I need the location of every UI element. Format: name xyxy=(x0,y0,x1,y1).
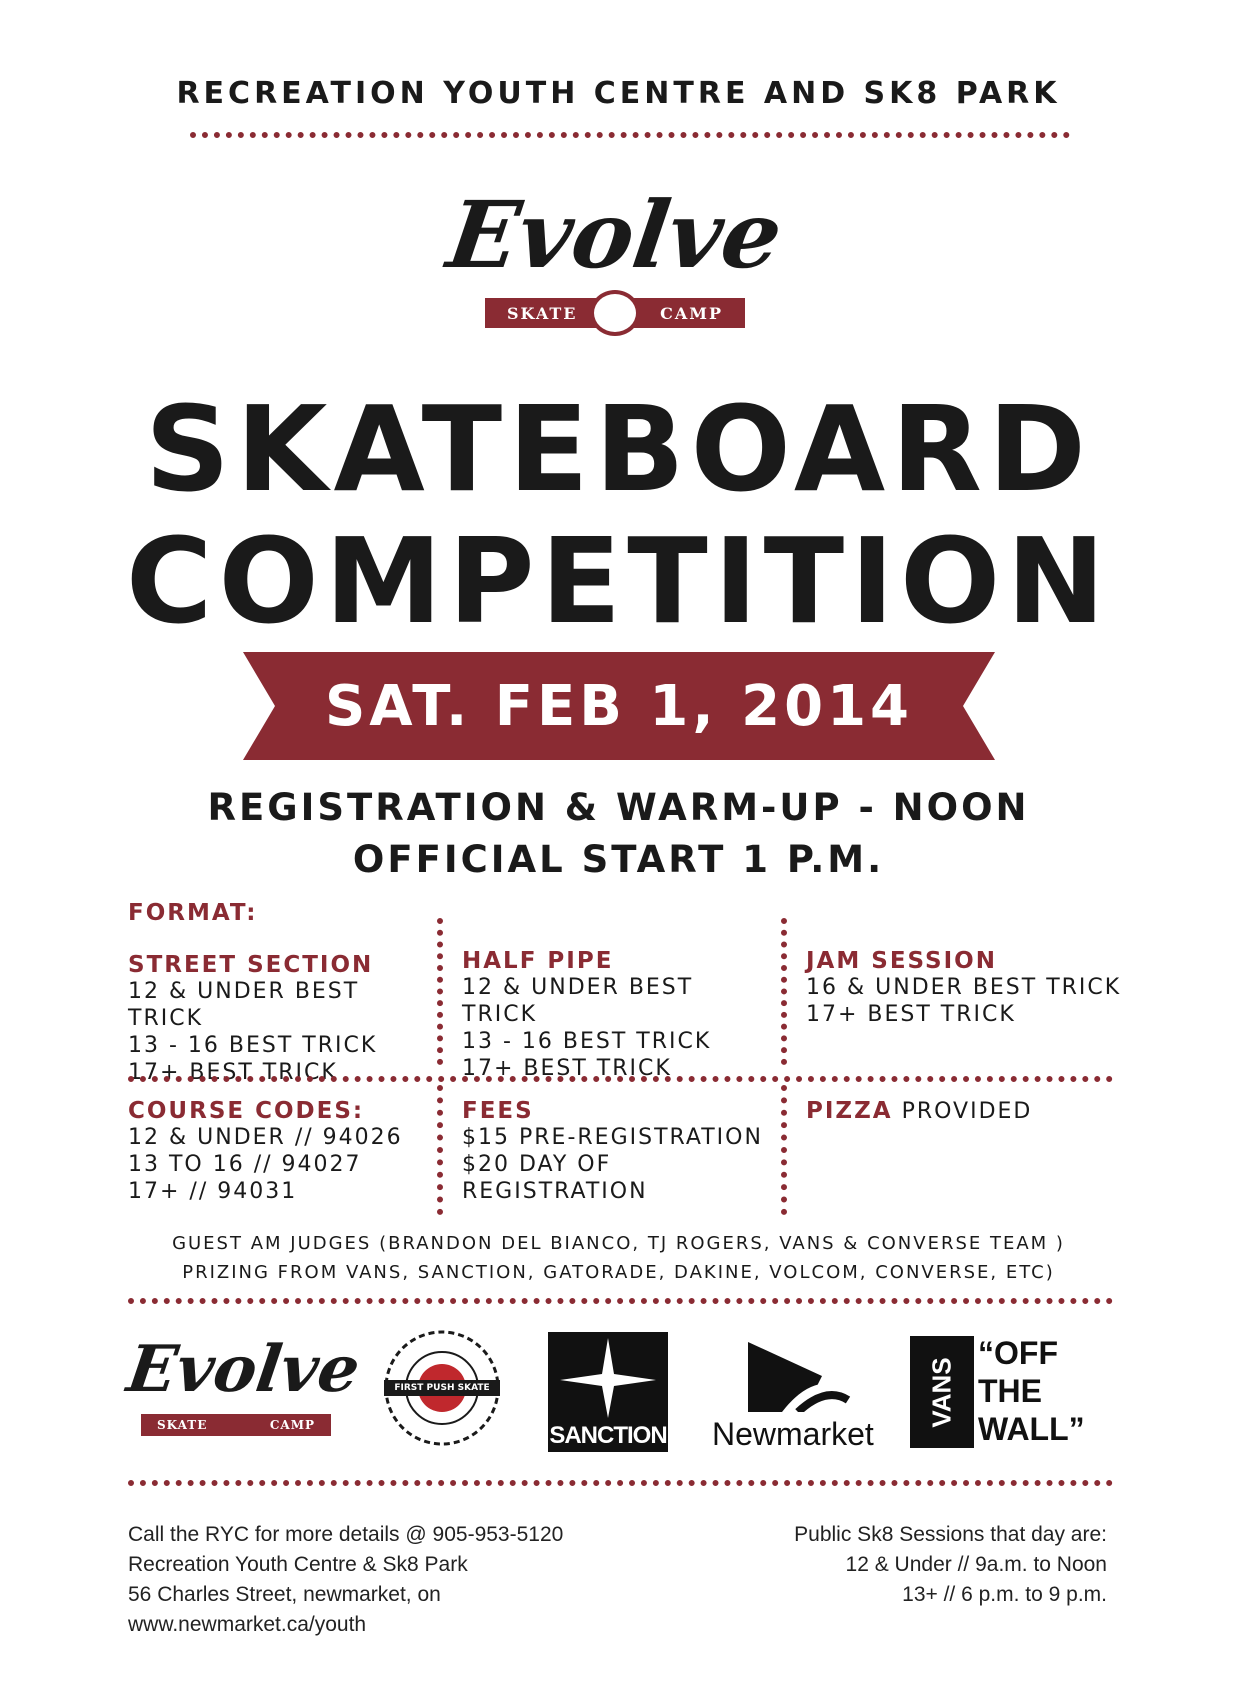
format-label: FORMAT: xyxy=(128,900,258,926)
middle-divider xyxy=(128,1076,1113,1082)
list-item: 13 - 16 BEST TRICK xyxy=(128,1033,378,1058)
firstpush-label: FIRST PUSH SKATE xyxy=(394,1383,490,1393)
sessions-line: Public Sk8 Sessions that day are: xyxy=(794,1523,1107,1546)
sessions-line: 12 & Under // 9a.m. to Noon xyxy=(845,1553,1107,1576)
pizza-note xyxy=(806,1098,1126,1125)
pizza-rest: PROVIDED xyxy=(892,1099,1033,1124)
list-item: 17+ // 94031 xyxy=(128,1179,298,1204)
vans-label: VANS xyxy=(926,1356,957,1428)
vans-slogan xyxy=(978,1334,1088,1448)
list-item: $15 PRE-REGISTRATION xyxy=(462,1125,763,1150)
list-item: 17+ BEST TRICK xyxy=(806,1002,1016,1027)
sessions-line: 13+ // 6 p.m. to 9 p.m. xyxy=(902,1583,1107,1606)
vertical-divider xyxy=(437,918,443,1065)
sponsor-evolve-word: Evolve xyxy=(122,1332,365,1407)
sponsor-evolve-logo xyxy=(122,1330,365,1440)
pizza-highlight: PIZZA xyxy=(806,1098,893,1124)
sponsor-evolve-right: CAMP xyxy=(269,1418,315,1432)
evolve-logo-word: Evolve xyxy=(441,181,789,289)
sponsor-evolve-left: SKATE xyxy=(157,1418,208,1432)
sanction-star-icon xyxy=(548,1332,668,1424)
banner-date: SAT. FEB 1, 2014 xyxy=(324,673,914,739)
date-banner xyxy=(243,652,995,760)
vans-slogan-line: “OFF xyxy=(978,1335,1058,1371)
vertical-divider xyxy=(781,918,787,1065)
list-item: 13 TO 16 // 94027 xyxy=(128,1152,362,1177)
street-heading: STREET SECTION xyxy=(128,952,374,978)
list-item: 16 & UNDER BEST TRICK xyxy=(806,975,1122,1000)
venue-header: RECREATION YOUTH CENTRE AND SK8 PARK xyxy=(176,76,1061,111)
vans-slogan-line: THE xyxy=(978,1373,1042,1409)
vans-slogan-line: WALL” xyxy=(978,1411,1085,1447)
list-item: 13 - 16 BEST TRICK xyxy=(462,1029,712,1054)
halfpipe-heading: HALF PIPE xyxy=(462,948,614,974)
course-codes xyxy=(128,1098,438,1205)
newmarket-label: Newmarket xyxy=(712,1416,874,1452)
schedule-line2: OFFICIAL START 1 P.M. xyxy=(352,838,885,881)
contact-line: Recreation Youth Centre & Sk8 Park xyxy=(128,1553,468,1576)
sponsor-newmarket-logo xyxy=(712,1342,888,1452)
top-divider xyxy=(190,132,1070,138)
sponsor-bottom-divider xyxy=(128,1480,1113,1486)
evolve-logo-emblem-icon xyxy=(590,290,640,336)
fees xyxy=(462,1098,772,1205)
format-column-jam xyxy=(806,948,1126,1028)
fees-heading: FEES xyxy=(462,1098,534,1124)
format-column-street xyxy=(128,952,438,1086)
format-column-halfpipe xyxy=(462,948,772,1082)
list-item: 12 & UNDER BEST TRICK xyxy=(128,979,360,1031)
schedule-line1: REGISTRATION & WARM-UP - NOON xyxy=(207,786,1030,829)
list-item: 12 & UNDER BEST TRICK xyxy=(462,975,694,1027)
list-item: 17+ BEST TRICK xyxy=(462,1056,672,1081)
newmarket-mark-icon xyxy=(712,1342,888,1412)
sponsor-top-divider xyxy=(128,1298,1113,1304)
title-line2: COMPETITION xyxy=(125,512,1112,650)
prizing: PRIZING FROM VANS, SANCTION, GATORADE, DAKINE, VOLCOM, CONVERSE, ETC) xyxy=(182,1262,1055,1283)
sponsor-firstpush-logo xyxy=(382,1328,502,1448)
evolve-logo xyxy=(441,180,789,340)
list-item: 12 & UNDER // 94026 xyxy=(128,1125,403,1150)
vertical-divider xyxy=(781,1085,787,1215)
list-item: $20 DAY OF REGISTRATION xyxy=(462,1152,648,1204)
sponsor-sanction-logo xyxy=(548,1332,668,1452)
sponsor-evolve-ribbon xyxy=(141,1414,331,1436)
title-line1: SKATEBOARD xyxy=(145,380,1092,518)
evolve-logo-right: CAMP xyxy=(660,303,723,323)
footer-sessions xyxy=(687,1520,1107,1610)
jam-heading: JAM SESSION xyxy=(806,948,997,974)
sponsor-vans-logo xyxy=(910,1336,974,1448)
vertical-divider xyxy=(437,1085,443,1215)
website-link[interactable]: www.newmarket.ca/youth xyxy=(128,1613,367,1636)
contact-line: 56 Charles Street, newmarket, on xyxy=(128,1583,441,1606)
footer-contact xyxy=(128,1520,688,1640)
contact-line: Call the RYC for more details @ 905-953-5120 xyxy=(128,1523,564,1546)
list-item: 17+ BEST TRICK xyxy=(128,1060,338,1085)
sanction-label: SANCTION xyxy=(549,1422,667,1449)
guest-judges: GUEST AM JUDGES (BRANDON DEL BIANCO, TJ ROGERS, VANS & CONVERSE TEAM ) xyxy=(172,1233,1065,1254)
evolve-logo-left: SKATE xyxy=(507,303,578,323)
codes-heading: COURSE CODES: xyxy=(128,1098,365,1124)
